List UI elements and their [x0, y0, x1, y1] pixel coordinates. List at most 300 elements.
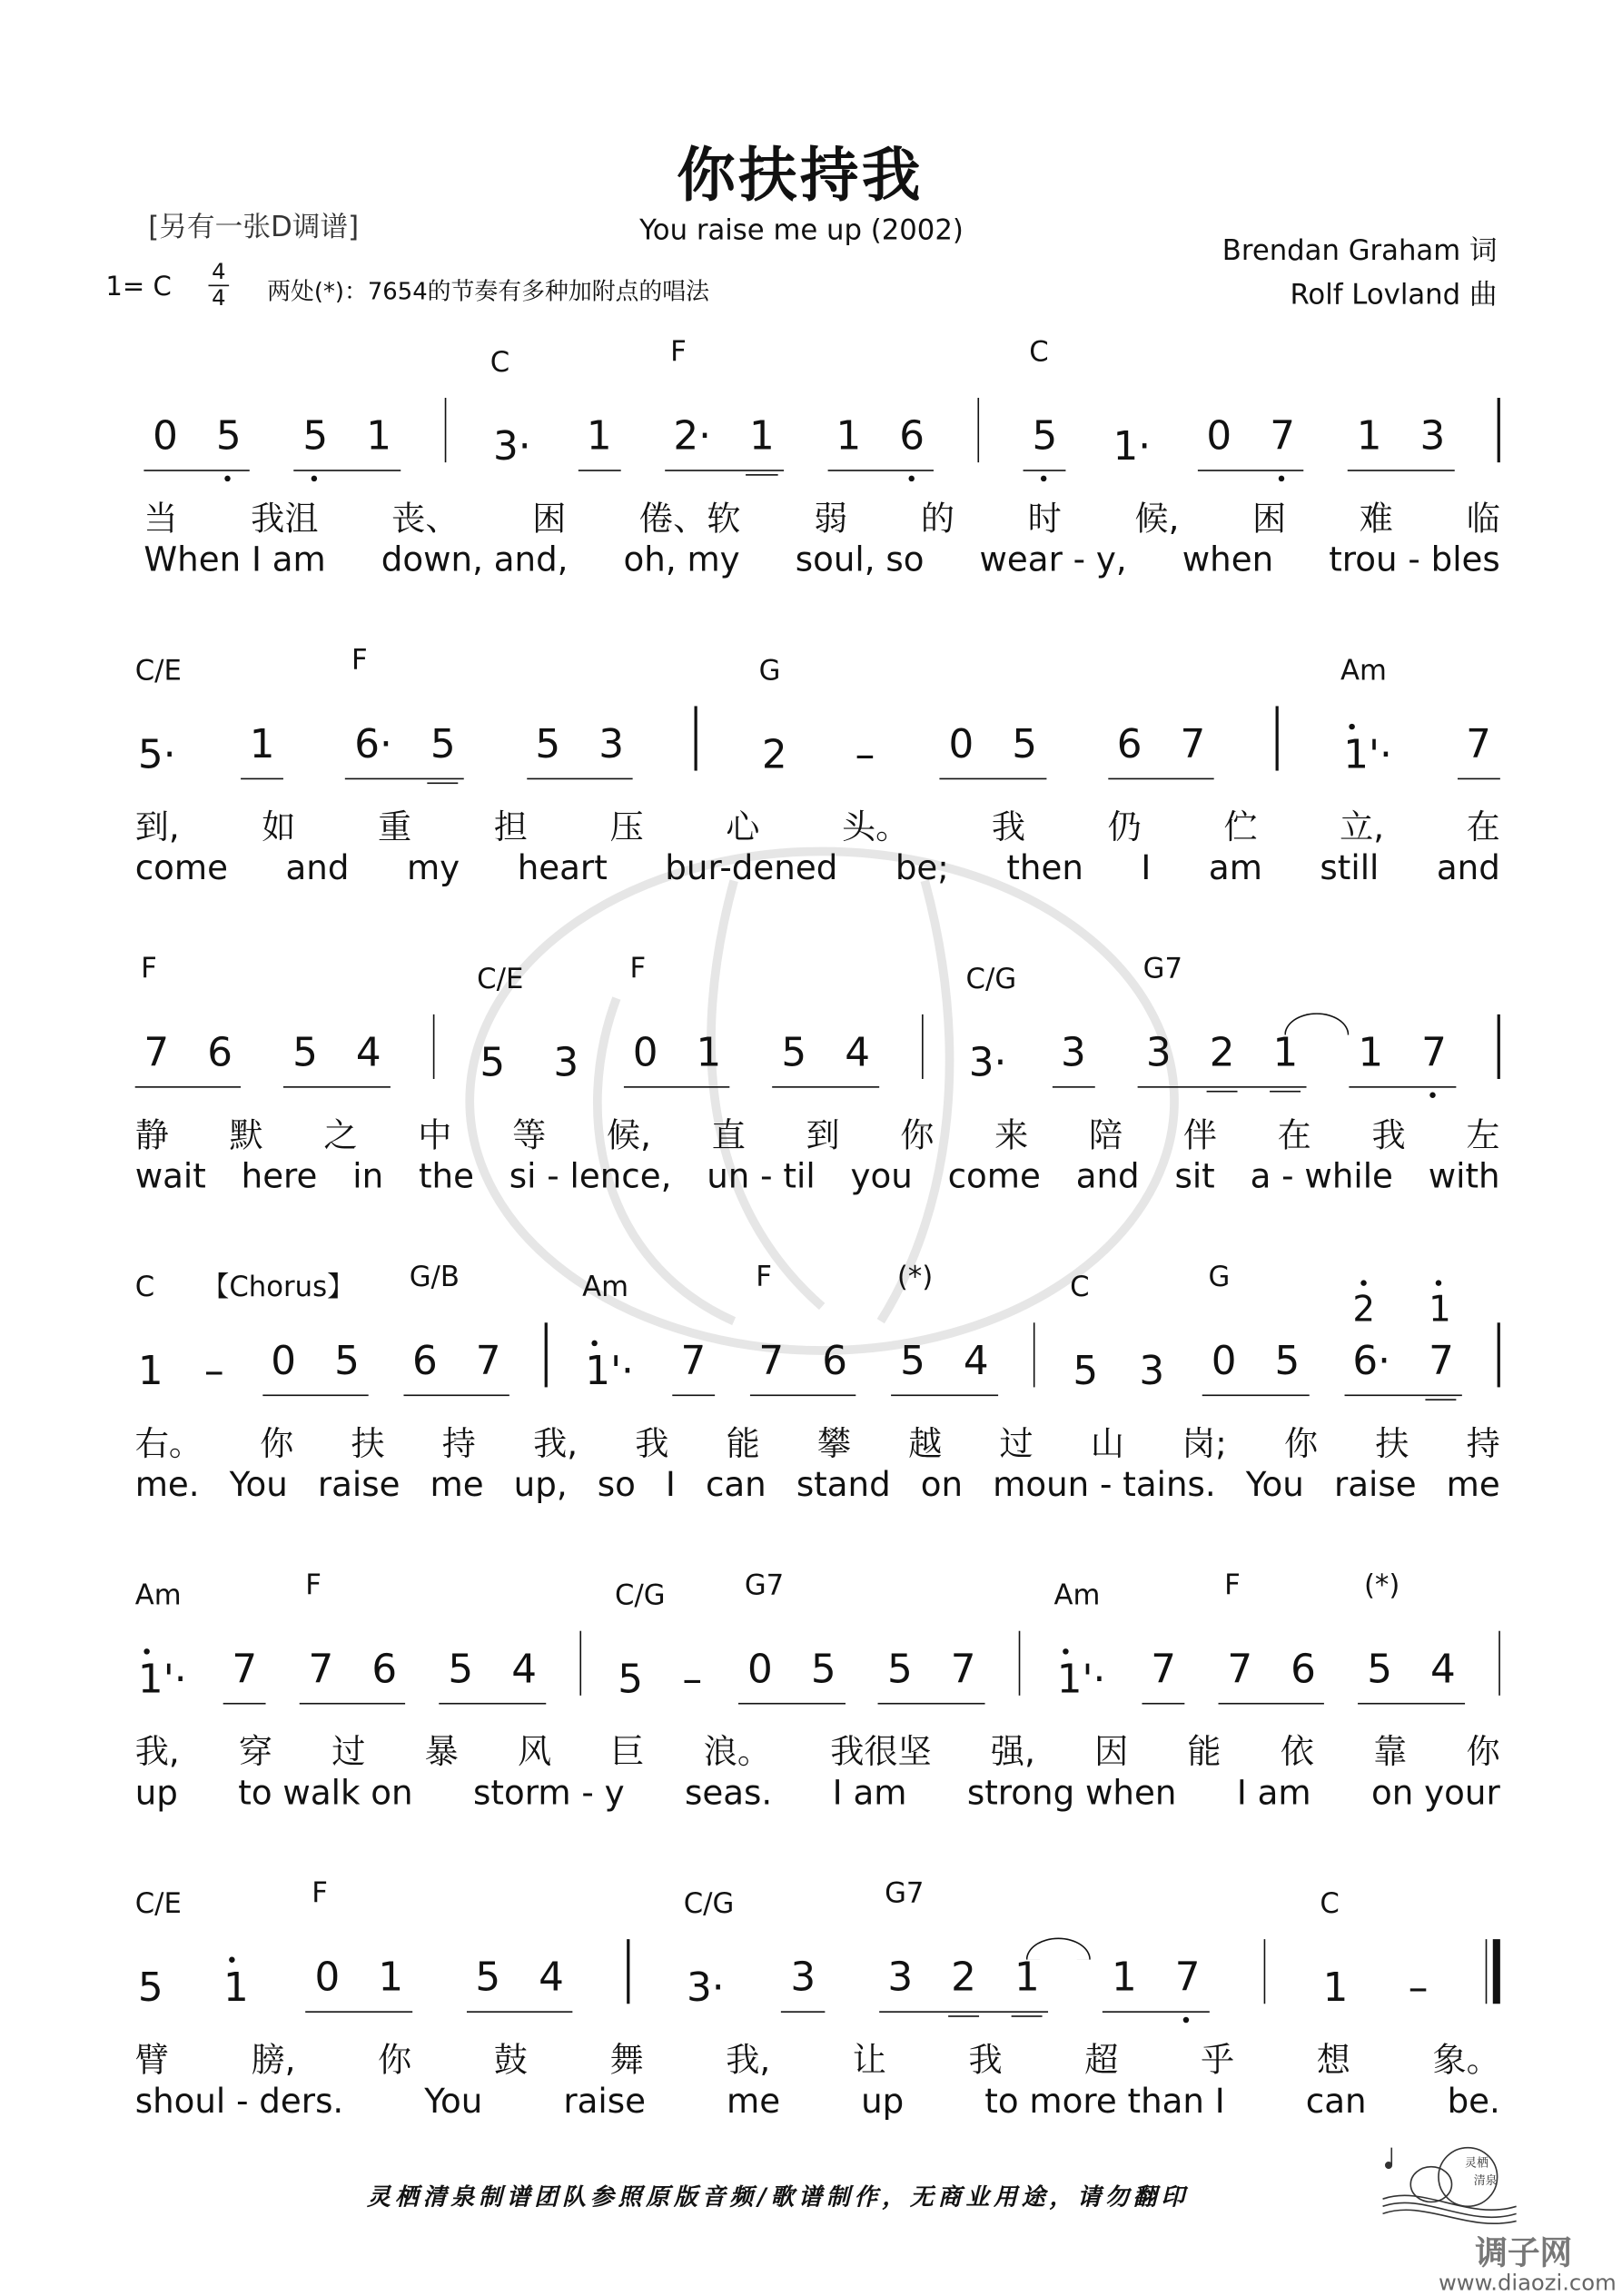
english-lyric: on: [920, 1466, 964, 1505]
beamed-note-group: [300, 1569, 406, 1704]
english-lyric: When I am: [143, 541, 326, 580]
note: [896, 1261, 934, 1386]
chinese-lyric: 我沮: [251, 500, 319, 539]
low-octave-dot: [1183, 2017, 1189, 2023]
barline: [444, 398, 446, 462]
note-value: 7: [1466, 722, 1491, 768]
note: [1405, 1965, 1430, 2013]
note-value: 5: [900, 1339, 925, 1385]
chinese-lyric: 候,: [1134, 500, 1180, 539]
beamed-note-group: [135, 952, 242, 1088]
english-lyric: am: [1208, 849, 1262, 888]
beamed-note-group: [665, 336, 784, 471]
note: [756, 1261, 786, 1386]
english-lyric: I am: [832, 1775, 907, 1814]
note-value: 5: [334, 1339, 360, 1385]
note: [965, 963, 1017, 1088]
note-value: 6: [822, 1339, 848, 1385]
chinese-lyric: 因: [1094, 1733, 1129, 1772]
english-lyric: sit: [1174, 1158, 1215, 1197]
note: [428, 722, 459, 769]
chinese-lyrics-row: [135, 2034, 1500, 2082]
note: [1114, 722, 1145, 769]
beamed-note-group: [1359, 1569, 1465, 1704]
barline: [695, 706, 697, 770]
beamed-note-group: [1350, 1031, 1456, 1088]
note-value: 1: [748, 413, 775, 460]
low-octave-dot: [1279, 476, 1284, 481]
note: [808, 1647, 839, 1694]
beamed-note-group: [283, 1031, 390, 1088]
chinese-lyric: 攀: [816, 1425, 852, 1464]
chinese-lyric: 临: [1466, 500, 1500, 539]
chord-label: F: [1224, 1569, 1241, 1602]
english-lyric: raise: [563, 2083, 646, 2122]
tie-arc: [1284, 1013, 1349, 1034]
beamed-note-group: [223, 1647, 266, 1704]
chinese-lyrics-row: [135, 1417, 1500, 1465]
note: [490, 346, 534, 471]
beamed-note-group: [773, 1031, 879, 1088]
barline: [1498, 1631, 1499, 1696]
chord-label: F: [756, 1261, 772, 1293]
note: [744, 1569, 785, 1694]
english-lyric: and: [285, 849, 350, 888]
chinese-lyric: 当: [143, 500, 178, 539]
beamed-note-group: [1219, 1569, 1325, 1704]
beamed-note-group: [891, 1261, 997, 1396]
song-subtitle: You raise me up (2002): [639, 213, 964, 247]
note-value: 3: [1419, 413, 1446, 460]
beamed-note-group: [1142, 1647, 1185, 1704]
note-value: 1: [1322, 1965, 1349, 2012]
note: [221, 1965, 252, 2013]
chinese-lyric: 伫: [1223, 808, 1258, 847]
note: [1136, 1349, 1167, 1396]
note-value: 6: [371, 1647, 398, 1693]
note: [819, 1339, 850, 1386]
chord-label: C/E: [134, 654, 182, 688]
high-octave-dot: [1063, 1648, 1068, 1654]
beamed-note-group: [878, 1647, 984, 1704]
chinese-lyric: 能: [1187, 1733, 1221, 1772]
english-lyric: to walk on: [238, 1775, 413, 1814]
score-system: [135, 638, 1500, 917]
site-url[interactable]: www.diaozi.com: [1438, 2269, 1617, 2296]
beamed-note-group: [241, 722, 283, 779]
performance-note: 两处(*)：7654的节奏有多种加附点的唱法: [267, 277, 710, 306]
note-value: 7: [143, 1030, 170, 1076]
note-value: 5: [480, 1040, 506, 1087]
note: [670, 336, 714, 461]
note-value: 0: [747, 1647, 773, 1693]
note-value: 3·: [686, 1965, 725, 2012]
english-lyric: to more than I: [984, 2083, 1225, 2122]
note: [300, 414, 331, 461]
chinese-lyric: 到,: [134, 808, 180, 847]
note-value: –: [203, 1349, 224, 1395]
chinese-lyric: 你: [377, 2042, 412, 2081]
english-lyric: un - til: [707, 1158, 816, 1197]
note: [331, 1339, 362, 1386]
chord-label: (*): [896, 1261, 934, 1293]
high-octave-dot: [1350, 724, 1355, 729]
note: [896, 414, 927, 461]
low-octave-dot: [1430, 1093, 1436, 1098]
logo-text: 灵栖: [1465, 2156, 1488, 2171]
beamed-note-group: [672, 1339, 715, 1396]
barline: [977, 398, 979, 462]
note: [1203, 414, 1234, 461]
sixteenth-underline: [1270, 1091, 1301, 1093]
note-value: 0: [948, 722, 974, 768]
note: [683, 1887, 735, 2013]
note: [312, 1877, 342, 2003]
note: [1172, 1955, 1203, 2003]
chinese-lyric: 过: [999, 1425, 1034, 1464]
note: [363, 414, 394, 461]
chord-label: F: [312, 1877, 328, 1910]
chord-label: C/E: [477, 963, 524, 995]
note: [787, 1955, 818, 2003]
notes-row: [134, 644, 1500, 779]
note: [134, 654, 182, 780]
low-octave-dot: [312, 476, 317, 481]
chinese-lyric: 的: [920, 500, 954, 539]
chord-label: G7: [1142, 952, 1183, 985]
beamed-note-group: [738, 1569, 845, 1704]
barline: [1033, 1322, 1034, 1387]
chinese-lyric: 到: [806, 1117, 840, 1156]
note-value: –: [1408, 1965, 1429, 2012]
beamed-note-group: [143, 414, 250, 471]
chinese-lyric: 头。: [841, 808, 910, 847]
english-lyric: seas.: [685, 1775, 773, 1814]
note: [1058, 1031, 1089, 1078]
note: [532, 722, 563, 769]
note-value: 0: [153, 413, 178, 460]
english-lyric: here: [241, 1158, 318, 1197]
english-lyric: and: [1075, 1158, 1140, 1197]
site-name: 调子网: [1475, 2235, 1573, 2273]
chinese-lyric: 我: [991, 808, 1026, 847]
beamed-note-group: [306, 1877, 412, 2013]
note-value: 1: [586, 413, 612, 460]
high-octave-dot: [143, 1648, 149, 1654]
note-value: 6: [207, 1030, 232, 1076]
english-lyric: can: [705, 1466, 766, 1505]
note-value: 1: [1014, 1955, 1040, 2002]
sheep-logo-icon: [1380, 2141, 1519, 2229]
song-title: 你扶持我: [677, 142, 924, 211]
english-lyric: raise: [317, 1466, 401, 1505]
chord-label: F: [141, 952, 157, 985]
chinese-lyric: 担: [493, 808, 528, 847]
note-value: 1·: [1113, 424, 1152, 470]
low-octave-dot: [908, 476, 914, 481]
chord-label: Am: [1053, 1579, 1101, 1612]
note-value: 1: [223, 1965, 249, 2012]
note: [629, 952, 661, 1078]
chinese-lyric: 持: [441, 1425, 476, 1464]
beamed-note-group: [1202, 1261, 1309, 1396]
english-lyric: be.: [1447, 2083, 1500, 2122]
key-signature: 1= C: [105, 272, 172, 302]
note-value: 3: [1061, 1030, 1086, 1076]
alternate-key-note: [另有一张D调谱]: [148, 211, 360, 244]
note-value: 5: [810, 1647, 836, 1693]
chinese-lyric: 来: [994, 1117, 1029, 1156]
harmony-note: 1: [1429, 1286, 1451, 1333]
barline: [921, 1014, 923, 1079]
note-value: 5: [1012, 722, 1038, 768]
note-value: 1: [1358, 1030, 1384, 1076]
note-value: 3: [598, 722, 624, 768]
note: [1350, 1289, 1393, 1386]
english-lyrics-row: [135, 1467, 1500, 1505]
english-lyric: so: [597, 1466, 636, 1505]
chinese-lyric: 难: [1359, 500, 1393, 539]
note-value: 7: [1180, 722, 1206, 768]
note-value: 6·: [354, 722, 392, 768]
note: [305, 1569, 336, 1694]
english-lyric: when: [1182, 541, 1274, 580]
note-value: 7: [950, 1647, 976, 1693]
note-value: 7: [1270, 413, 1296, 460]
note: [247, 722, 278, 769]
note-value: 1: [249, 722, 275, 768]
note-value: 5: [448, 1647, 474, 1693]
note: [1142, 952, 1183, 1078]
chord-label: F: [351, 644, 368, 678]
note-value: 5: [886, 1647, 913, 1693]
note: [945, 722, 976, 769]
sixteenth-underline: [1206, 1091, 1237, 1093]
time-signature-bottom: 4: [212, 284, 226, 312]
chord-label: F: [305, 1569, 321, 1602]
chinese-lyric: 静: [134, 1117, 169, 1156]
chinese-lyric: 你: [900, 1117, 935, 1156]
english-lyric: up: [134, 1775, 178, 1814]
english-lyric: can: [1305, 2083, 1367, 2122]
note: [948, 1647, 979, 1694]
note: [1148, 1647, 1179, 1694]
note-value: 6: [411, 1339, 438, 1385]
chord-label: C: [1320, 1887, 1340, 1921]
english-lyrics-row: [135, 1775, 1500, 1813]
beamed-note-group: [1103, 1955, 1209, 2013]
note-value: 5: [535, 722, 561, 768]
note-value: 4: [963, 1339, 989, 1385]
chinese-lyric: 你: [260, 1425, 294, 1464]
note-value: 5: [618, 1657, 643, 1703]
chinese-lyric: 困: [1252, 500, 1287, 539]
chinese-lyric: 想: [1316, 2042, 1350, 2081]
note: [1029, 336, 1060, 461]
note: [1426, 1289, 1457, 1386]
note: [1009, 722, 1040, 769]
note-value: 0: [271, 1339, 297, 1385]
chinese-lyric: 穿: [238, 1733, 273, 1772]
beamed-note-group: [1052, 1031, 1094, 1088]
note: [290, 1031, 321, 1078]
chinese-lyric: 我很坚: [830, 1733, 932, 1772]
note-value: 0: [1206, 413, 1232, 460]
note-value: 7: [1429, 1339, 1454, 1385]
chinese-lyric: 鼓: [493, 2042, 528, 2081]
note-value: 3: [553, 1040, 579, 1087]
note: [1271, 1339, 1302, 1386]
chinese-lyric: 超: [1084, 2042, 1119, 2081]
note-value: 5: [302, 413, 329, 460]
english-lyric: wear - y,: [979, 541, 1127, 580]
note: [842, 1031, 873, 1078]
chinese-lyric: 巨: [610, 1733, 645, 1772]
english-lyric: up,: [513, 1466, 568, 1505]
note: [582, 1271, 637, 1396]
note: [1206, 1031, 1237, 1078]
note: [509, 1647, 539, 1694]
note: [1224, 1569, 1255, 1694]
beamed-note-group: [750, 1261, 856, 1396]
note: [677, 1339, 708, 1386]
barline: [1263, 1939, 1265, 2004]
chinese-lyric: 之: [323, 1117, 358, 1156]
note-value: 5: [1032, 413, 1058, 460]
note: [1463, 722, 1494, 769]
note-value: 1: [696, 1030, 722, 1076]
note-value: 4: [539, 1955, 564, 2002]
score-system: [143, 331, 1499, 609]
english-lyric: me.: [134, 1466, 200, 1505]
english-lyric: me: [430, 1466, 484, 1505]
note: [1340, 654, 1395, 780]
note-value: 5: [430, 722, 456, 768]
time-signature: [209, 258, 230, 312]
note: [1070, 1271, 1101, 1396]
note-value: 7: [758, 1339, 785, 1385]
sixteenth-underline: [428, 782, 459, 784]
note-value: 1: [1356, 413, 1382, 460]
chinese-lyric: 困: [532, 500, 567, 539]
note: [1267, 414, 1298, 461]
chinese-lyric: 倦、软: [638, 500, 741, 539]
note: [536, 1955, 567, 2003]
note-value: 2·: [673, 413, 711, 460]
english-lyric: You: [1245, 1466, 1304, 1505]
chinese-lyric: 舞: [609, 2042, 644, 2081]
note: [1270, 1031, 1301, 1078]
chinese-lyric: 默: [229, 1117, 263, 1156]
english-lyric: with: [1428, 1158, 1500, 1197]
note-value: 4: [511, 1647, 538, 1693]
chinese-lyric: 暴: [424, 1733, 459, 1772]
beamed-note-group: [527, 722, 633, 779]
note-value: 7: [680, 1339, 707, 1385]
chinese-lyric: 靠: [1373, 1733, 1408, 1772]
chinese-lyric: 过: [331, 1733, 366, 1772]
note-value: 7: [232, 1647, 258, 1693]
chinese-lyric: 我,: [134, 1733, 180, 1772]
note: [885, 1647, 915, 1694]
english-lyrics-row: [135, 2083, 1500, 2122]
chord-label: C/G: [614, 1579, 666, 1612]
chinese-lyric: 弱: [814, 500, 848, 539]
chinese-lyric: 压: [609, 808, 644, 847]
barline: [1276, 706, 1278, 770]
chinese-lyric: 能: [726, 1425, 760, 1464]
beamed-note-group: [782, 1955, 825, 2013]
chord-label: G/B: [409, 1261, 460, 1293]
note-value: 5: [1274, 1339, 1301, 1385]
english-lyric: stand: [796, 1466, 891, 1505]
note-value: 7: [1151, 1647, 1177, 1693]
time-signature-top: 4: [212, 258, 226, 285]
barline: [1498, 398, 1499, 462]
note-value: 3·: [492, 424, 531, 470]
chinese-lyric: 扶: [351, 1425, 385, 1464]
english-lyric: raise: [1333, 1466, 1417, 1505]
english-lyric: up: [861, 2083, 905, 2122]
english-lyrics-row: [135, 850, 1500, 888]
final-barline: [1486, 1939, 1500, 2004]
chinese-lyric: 陪: [1088, 1117, 1123, 1156]
note-value: 4: [845, 1030, 871, 1076]
chord-label: C: [490, 346, 510, 380]
note-value: 1'·: [585, 1349, 634, 1395]
note: [1428, 1647, 1459, 1694]
note-value: 3: [1145, 1030, 1172, 1076]
note: [201, 1271, 355, 1396]
beamed-note-group: [1024, 336, 1066, 471]
note-value: 7: [475, 1339, 501, 1385]
english-lyric: you: [850, 1158, 913, 1197]
chinese-lyric: 左: [1466, 1117, 1500, 1156]
english-lyric: down, and,: [381, 541, 569, 580]
note: [679, 1658, 705, 1705]
low-octave-dot: [1041, 476, 1046, 481]
chinese-lyric: 立,: [1340, 808, 1385, 847]
english-lyric: trou - bles: [1329, 541, 1500, 580]
chinese-lyric: 让: [852, 2042, 886, 2081]
note-value: 5: [1073, 1349, 1099, 1395]
english-lyric: wait: [134, 1158, 206, 1197]
chinese-lyric: 在: [1277, 1117, 1311, 1156]
english-lyric: come: [134, 849, 228, 888]
beamed-note-group: [1198, 414, 1304, 471]
note: [229, 1647, 260, 1694]
barline: [432, 1014, 434, 1079]
beamed-note-group: [403, 1261, 509, 1396]
note-value: 0: [314, 1955, 341, 2002]
english-lyric: I: [1141, 849, 1152, 888]
note: [1355, 1031, 1386, 1078]
beamed-note-group: [467, 1955, 573, 2013]
chinese-lyric: 候,: [606, 1117, 651, 1156]
english-lyric: the: [418, 1158, 474, 1197]
english-lyric: I: [665, 1466, 676, 1505]
note-value: 2: [951, 1955, 976, 2002]
note: [268, 1339, 299, 1386]
chord-label: C/E: [134, 1887, 182, 1921]
barline: [1498, 1322, 1499, 1387]
note-value: 3: [887, 1955, 914, 2002]
note-value: 1: [836, 413, 862, 460]
harmony-note: 2: [1352, 1286, 1375, 1333]
note-value: 7: [1174, 1955, 1201, 2002]
note: [1208, 1261, 1240, 1386]
english-lyric: me: [1446, 1466, 1500, 1505]
